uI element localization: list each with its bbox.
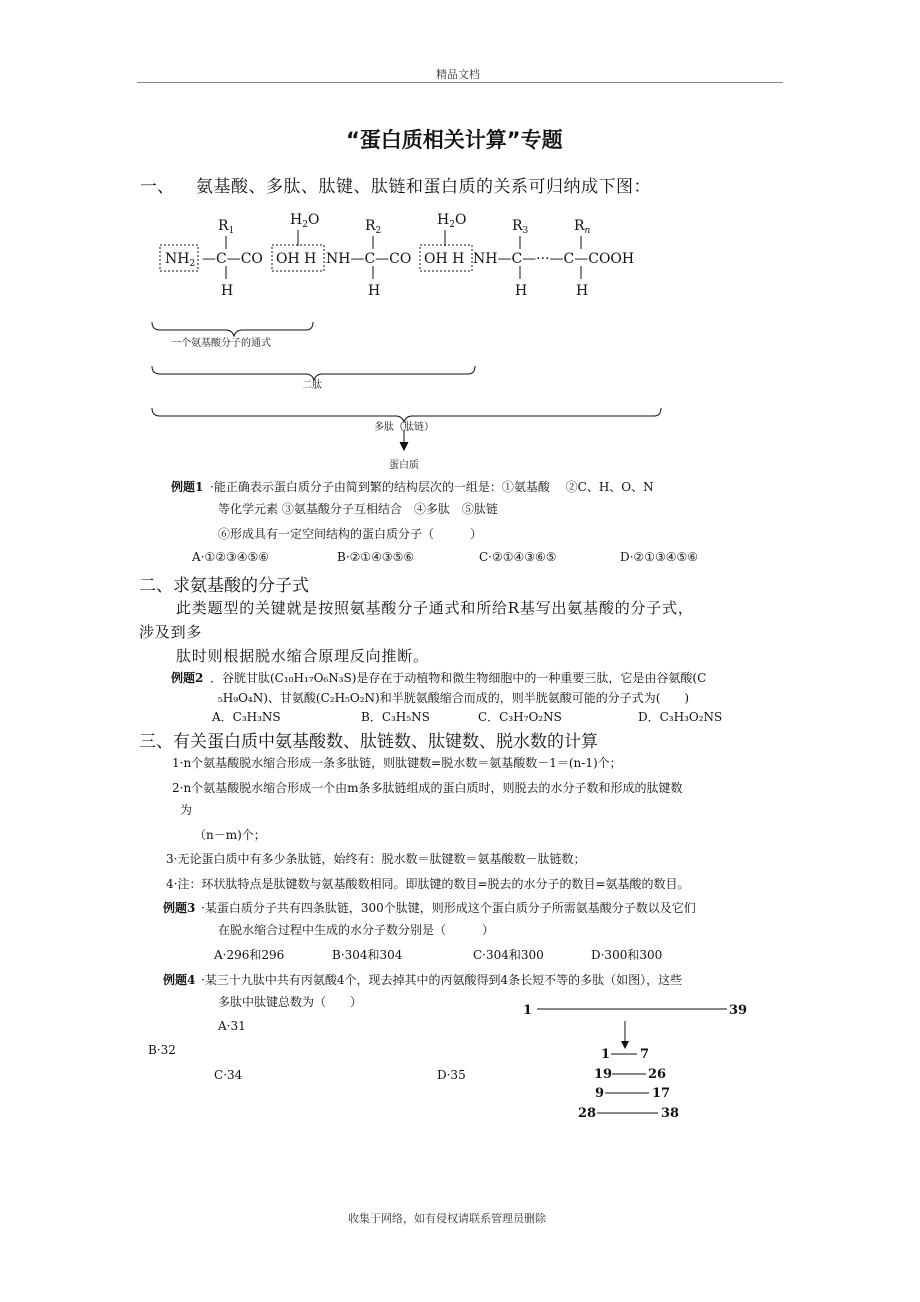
example2-label: 例题2 — [171, 671, 204, 685]
fragment-b-end: 26 — [648, 1067, 667, 1082]
example4-option-a: A·31 — [218, 1019, 246, 1033]
h-bottom-4: H — [576, 283, 589, 299]
example3-option-a: A·296和296 — [214, 948, 285, 962]
section1-heading: 氨基酸、多肽、肽键、肽链和蛋白质的关系可归纳成下图： — [196, 177, 651, 197]
fragment-d-start: 28 — [578, 1106, 597, 1121]
example2-option-c: C．C₃H₇O₂NS — [478, 710, 562, 724]
section2-paragraph-1: 此类题型的关键就是按照氨基酸分子通式和所给R基写出氨基酸的分子式， — [176, 599, 694, 617]
brace-label-polypeptide: 多肽（肽链） — [374, 422, 434, 433]
example2-option-d: D．C₃H₃O₂NS — [638, 710, 723, 724]
example1-line2: 等化学元素 ③氨基酸分子互相结合 ④多肽 ⑤肽链 — [218, 502, 498, 516]
h-bottom-1: H — [221, 283, 234, 299]
example3-line2: 在脱水缩合过程中生成的水分子数分别是（ ） — [218, 923, 495, 937]
header-text: 精品文档 — [436, 68, 480, 81]
rule-2-line2: 为 — [180, 803, 193, 817]
rn-label: $R_n$ — [574, 218, 591, 236]
example4-option-d: D·35 — [437, 1068, 466, 1082]
example1-line3: ⑥形成具有一定空间结构的蛋白质分子（ ） — [218, 527, 483, 541]
rule-1: 1·n个氨基酸脱水缩合形成一条多肽链，则肽键数=脱水数＝氨基酸数－1＝(n-1)个； — [172, 756, 622, 770]
chain-segment-3: NH—C—···—C—COOH — [473, 251, 635, 267]
example1-option-a: A·①②③④⑤⑥ — [192, 550, 270, 564]
example4-line1: ·某三十九肽中共有丙氨酸4个，现去掉其中的丙氨酸得到4条长短不等的多肽（如图），这些 — [201, 973, 683, 987]
section3-heading: 三、有关蛋白质中氨基酸数、肽链数、肽键数、脱水数的计算 — [139, 732, 598, 752]
peptide-formula-diagram — [0, 0, 920, 480]
example3-option-d: D·300和300 — [591, 948, 663, 962]
water-label-1: $H_2O$ — [290, 212, 320, 230]
fragment-c-end: 17 — [652, 1086, 671, 1101]
chain-start-1: 1 — [523, 1003, 533, 1018]
chain-segment-2: NH—C—CO — [326, 251, 412, 267]
example3-label: 例题3 — [163, 901, 196, 915]
fragment-a-start: 1 — [601, 1047, 611, 1062]
chain-end-39: 39 — [729, 1003, 748, 1018]
h-bottom-2: H — [368, 283, 381, 299]
section2-paragraph-2: 涉及到多 — [139, 623, 203, 641]
example2-line2: ₅H₉O₄N)、甘氨酸(C₂H₅O₂N)和半胱氨酸缩合而成的，则半胱氨酸可能的分子式为( ) — [218, 691, 690, 705]
h-bottom-3: H — [515, 283, 528, 299]
oh-h-group-1: OH H — [276, 251, 317, 267]
example2-option-b: B．C₃H₅NS — [361, 710, 430, 724]
example1-option-b: B·②①④③⑤⑥ — [337, 550, 415, 564]
example1-option-c: C·②①④③⑥⑤ — [479, 550, 557, 564]
example4-line2: 多肽中肽键总数为（ ） — [218, 995, 363, 1009]
section2-paragraph-3: 肽时则根据脱水缩合原理反向推断。 — [176, 647, 429, 665]
brace-label-dipeptide: 二肽 — [302, 380, 322, 391]
example2-option-a: A．C₃H₃NS — [212, 710, 281, 724]
example1-line1: ·能正确表示蛋白质分子由简到繁的结构层次的一组是：①氨基酸 ②C、H、O、N — [210, 480, 654, 494]
example3-line1: ·某蛋白质分子共有四条肽链，300个肽键，则形成这个蛋白质分子所需氨基酸分子数以及它们 — [201, 901, 696, 915]
r1-label: $R_1$ — [218, 218, 235, 236]
fragment-b-start: 19 — [594, 1067, 613, 1082]
example2-line1: ．谷胱甘肽(C₁₀H₁₇O₆N₃S)是存在于动植物和微生物细胞中的一种重要三肽，它是由谷氨酸(C — [210, 671, 707, 685]
nh2-group: $NH_2$ — [165, 251, 196, 269]
section1-number: 一、 — [140, 177, 174, 197]
oh-h-group-2: OH H — [424, 251, 465, 267]
rule-2-line1: 2·n个氨基酸脱水缩合形成一个由m条多肽链组成的蛋白质时，则脱去的水分子数和形成的肽键数 — [172, 781, 683, 795]
r2-label: $R_2$ — [365, 218, 382, 236]
rule-4: 4·注：环状肽特点是肽键数与氨基酸数相同。即肽键的数目=脱去的水分子的数目=氨基酸的数目。 — [166, 877, 690, 891]
chain-segment-1: —C—CO — [202, 251, 263, 267]
example1-option-d: D·②①③④⑤⑥ — [620, 550, 698, 564]
rule-3: 3·无论蛋白质中有多少条肽链，始终有：脱水数＝肽键数＝氨基酸数－肽链数； — [166, 852, 586, 866]
brace-label-protein: 蛋白质 — [389, 460, 419, 471]
example3-option-b: B·304和304 — [332, 948, 403, 962]
fragment-d-end: 38 — [661, 1106, 680, 1121]
footer-text: 收集于网络，如有侵权请联系管理员删除 — [348, 1212, 546, 1225]
page-title: “蛋白质相关计算”专题 — [346, 128, 563, 152]
brace-label-amino-acid: 一个氨基酸分子的通式 — [171, 338, 271, 349]
example4-option-c: C·34 — [214, 1068, 243, 1082]
example4-label: 例题4 — [163, 973, 196, 987]
peptide-cleavage-diagram — [515, 995, 765, 1125]
section2-heading: 二、求氨基酸的分子式 — [139, 576, 309, 596]
fragment-c-start: 9 — [595, 1086, 605, 1101]
example4-option-b: B·32 — [148, 1043, 176, 1057]
r3-label: $R_3$ — [512, 218, 529, 236]
water-label-2: $H_2O$ — [437, 212, 467, 230]
example1-label: 例题1 — [171, 480, 204, 494]
example3-option-c: C·304和300 — [473, 948, 544, 962]
rule-2-line3: （n－m)个； — [194, 828, 266, 842]
fragment-a-end: 7 — [640, 1047, 650, 1062]
